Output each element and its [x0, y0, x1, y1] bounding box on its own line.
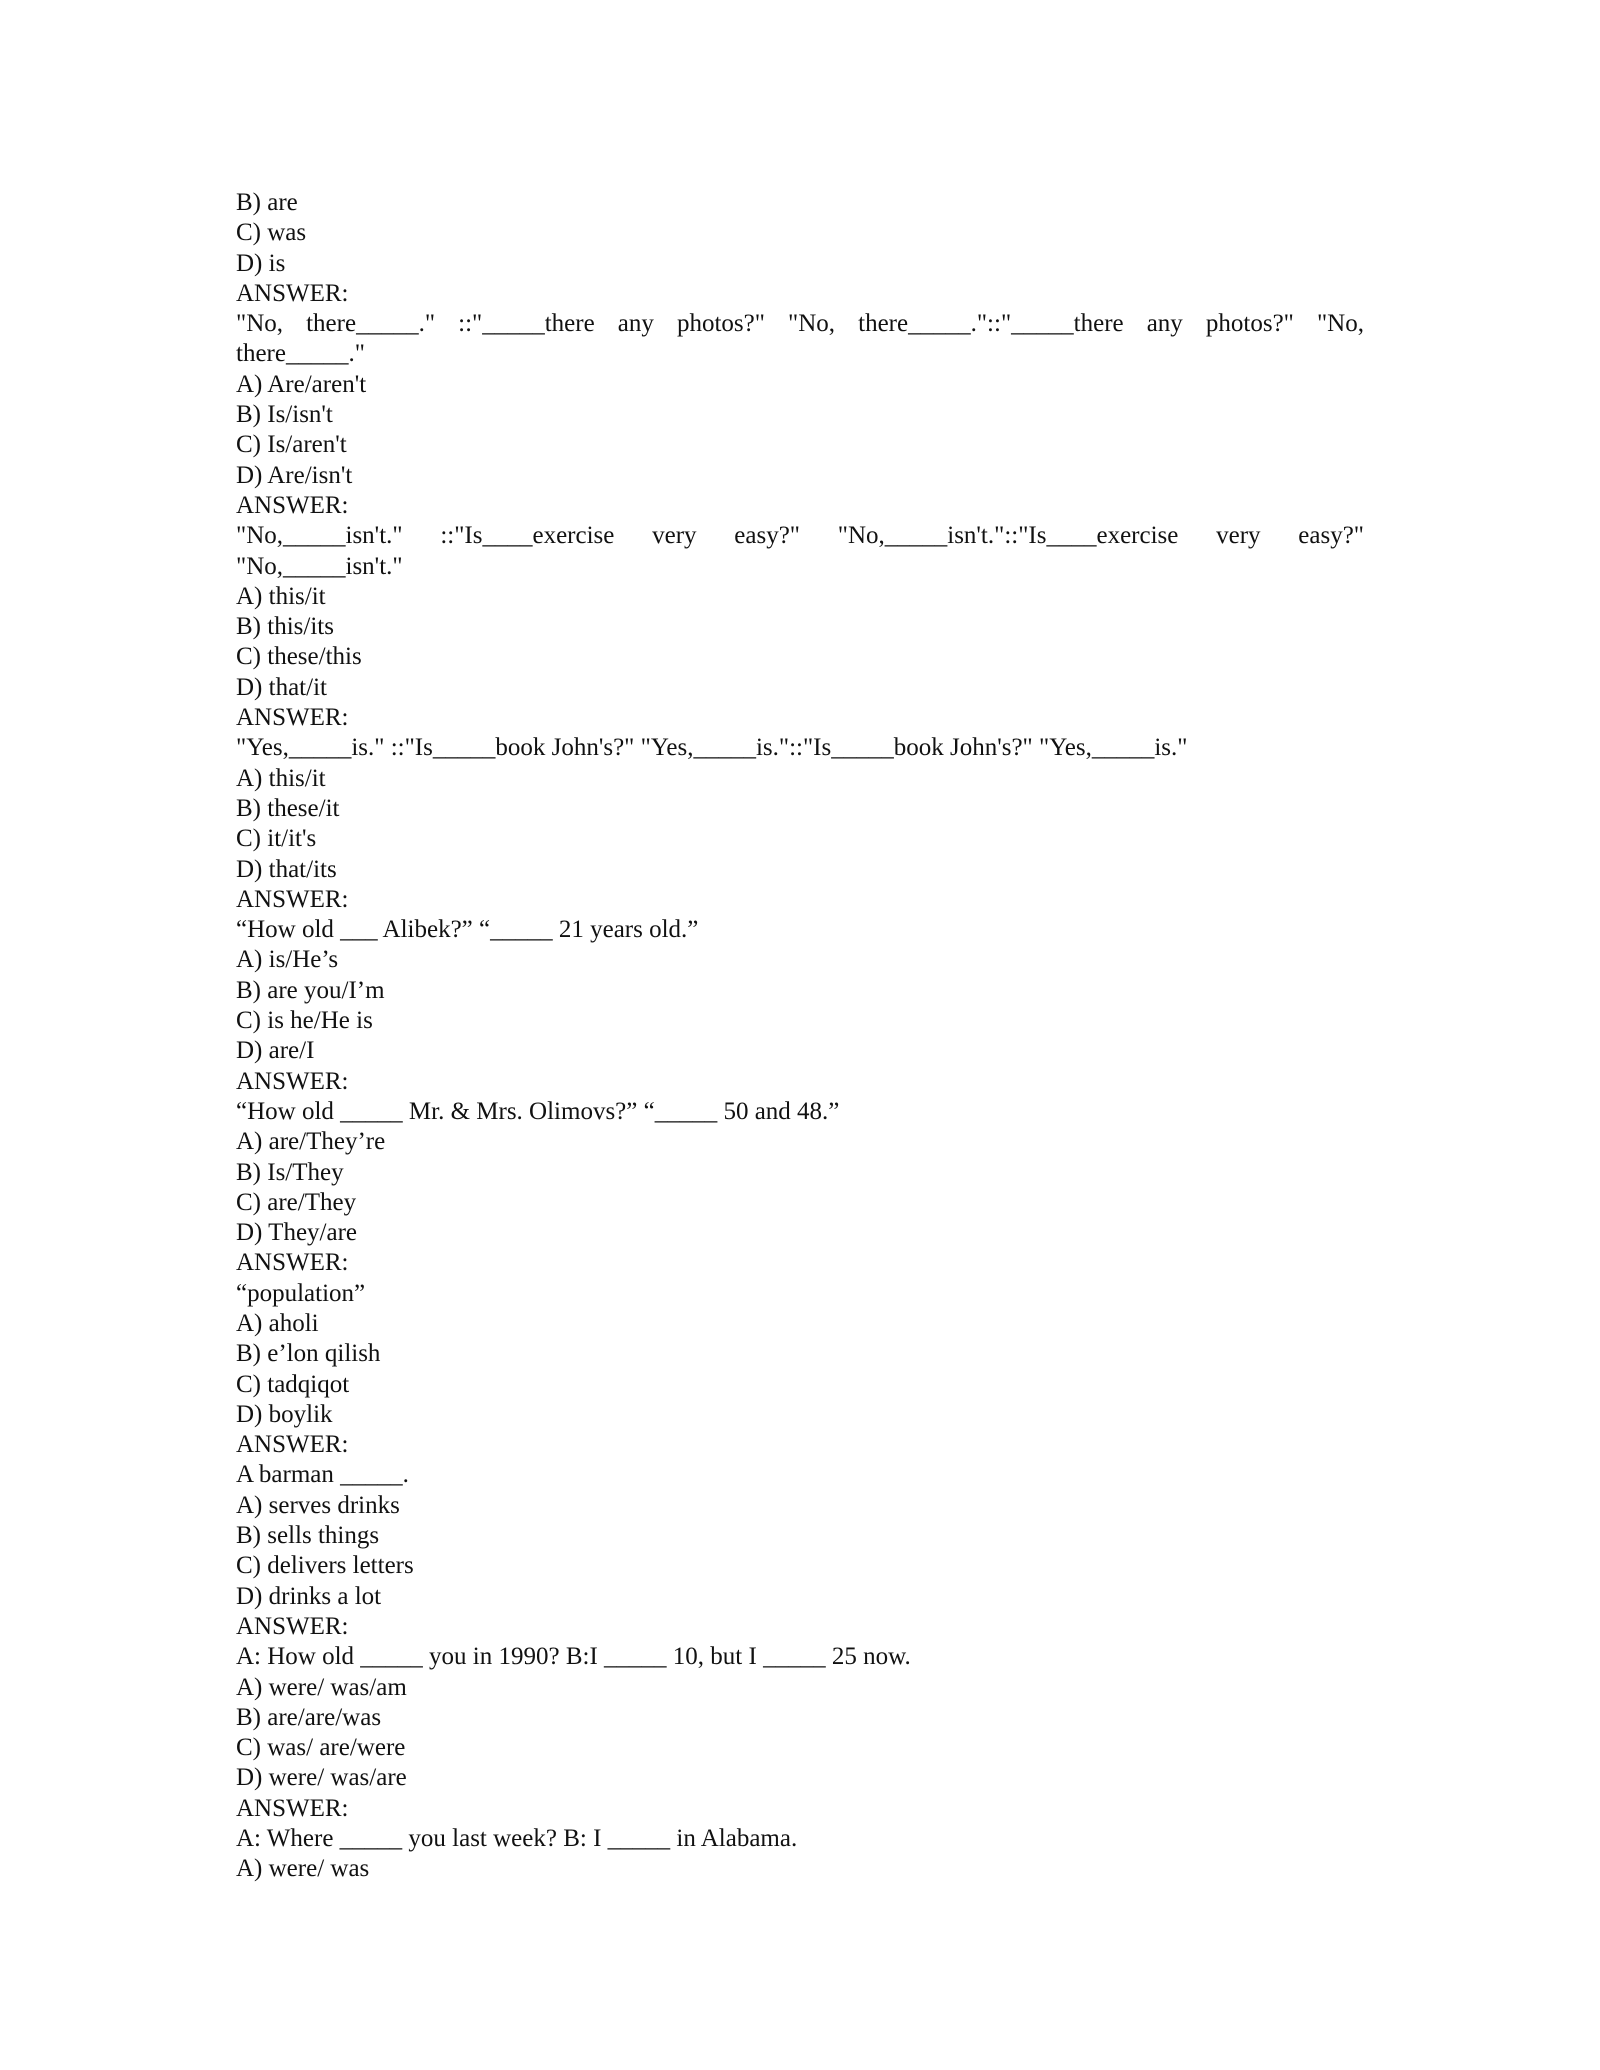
question-text: "Yes,_____is." ::"Is_____book John's?" "Yes,_____is."::"Is_____book John's?" "Yes,_____is." [236, 734, 1188, 762]
option-d: D) that/it [236, 673, 327, 701]
option-c: C) these/this [236, 643, 362, 671]
question-text-continued: "No,_____isn't." [236, 552, 403, 580]
option-c: C) was [236, 219, 307, 247]
question-text: “How old ___ Alibek?” “_____ 21 years old.” [236, 916, 699, 944]
answer-label: ANSWER: [236, 491, 349, 519]
option-a: A) aholi [236, 1309, 319, 1337]
option-a: A) this/it [236, 764, 326, 792]
option-b: B) these/it [236, 794, 340, 822]
option-c: C) is he/He is [236, 1007, 373, 1035]
option-c: C) are/They [236, 1188, 357, 1216]
question-text: A: Where _____ you last week? B: I _____ in Alabama. [236, 1825, 798, 1853]
option-d: D) They/are [236, 1219, 358, 1247]
question-text-continued: there_____." [236, 340, 365, 368]
question-text: “How old _____ Mr. & Mrs. Olimovs?” “_____ 50 and 48.” [236, 1097, 840, 1125]
option-d: D) are/I [236, 1037, 315, 1065]
option-a: A) were/ was [236, 1855, 370, 1883]
question-text: "No, there_____." ::"_____there any photos?" "No, there_____."::"_____there any photos?" "No, [236, 310, 1364, 338]
option-c: C) delivers letters [236, 1552, 414, 1580]
option-b: B) e’lon qilish [236, 1340, 381, 1368]
question-text: "No,_____isn't." ::"Is____exercise very easy?" "No,_____isn't."::"Is____exercise very easy?" [236, 522, 1364, 550]
option-d: D) is [236, 249, 286, 277]
option-a: A) this/it [236, 582, 326, 610]
option-d: D) Are/isn't [236, 461, 353, 489]
answer-label: ANSWER: [236, 704, 349, 732]
answer-label: ANSWER: [236, 1612, 349, 1640]
option-b: B) Is/They [236, 1158, 344, 1186]
answer-label: ANSWER: [236, 1794, 349, 1822]
answer-label: ANSWER: [236, 1431, 349, 1459]
question-text: A: How old _____ you in 1990? B:I _____ 10, but I _____ 25 now. [236, 1643, 911, 1671]
option-c: C) Is/aren't [236, 431, 347, 459]
option-a: A) are/They’re [236, 1128, 386, 1156]
answer-label: ANSWER: [236, 1249, 349, 1277]
answer-label: ANSWER: [236, 885, 349, 913]
option-d: D) drinks a lot [236, 1582, 382, 1610]
answer-label: ANSWER: [236, 279, 349, 307]
option-b: B) are you/I’m [236, 976, 385, 1004]
question-text: A barman _____. [236, 1461, 409, 1489]
option-a: A) were/ was/am [236, 1673, 407, 1701]
option-c: C) tadqiqot [236, 1370, 350, 1398]
option-b: B) sells things [236, 1522, 380, 1550]
option-d: D) boylik [236, 1400, 333, 1428]
option-b: B) are/are/was [236, 1703, 382, 1731]
option-d: D) that/its [236, 855, 337, 883]
option-c: C) was/ are/were [236, 1734, 406, 1762]
answer-label: ANSWER: [236, 1067, 349, 1095]
option-c: C) it/it's [236, 825, 317, 853]
option-b: B) are [236, 189, 298, 216]
document-page [236, 188, 1364, 1885]
question-text: “population” [236, 1279, 366, 1307]
option-b: B) this/its [236, 613, 334, 641]
option-a: A) serves drinks [236, 1491, 400, 1519]
option-b: B) Is/isn't [236, 401, 333, 429]
option-a: A) Are/aren't [236, 370, 367, 398]
option-a: A) is/He’s [236, 946, 339, 974]
option-d: D) were/ was/are [236, 1764, 407, 1792]
